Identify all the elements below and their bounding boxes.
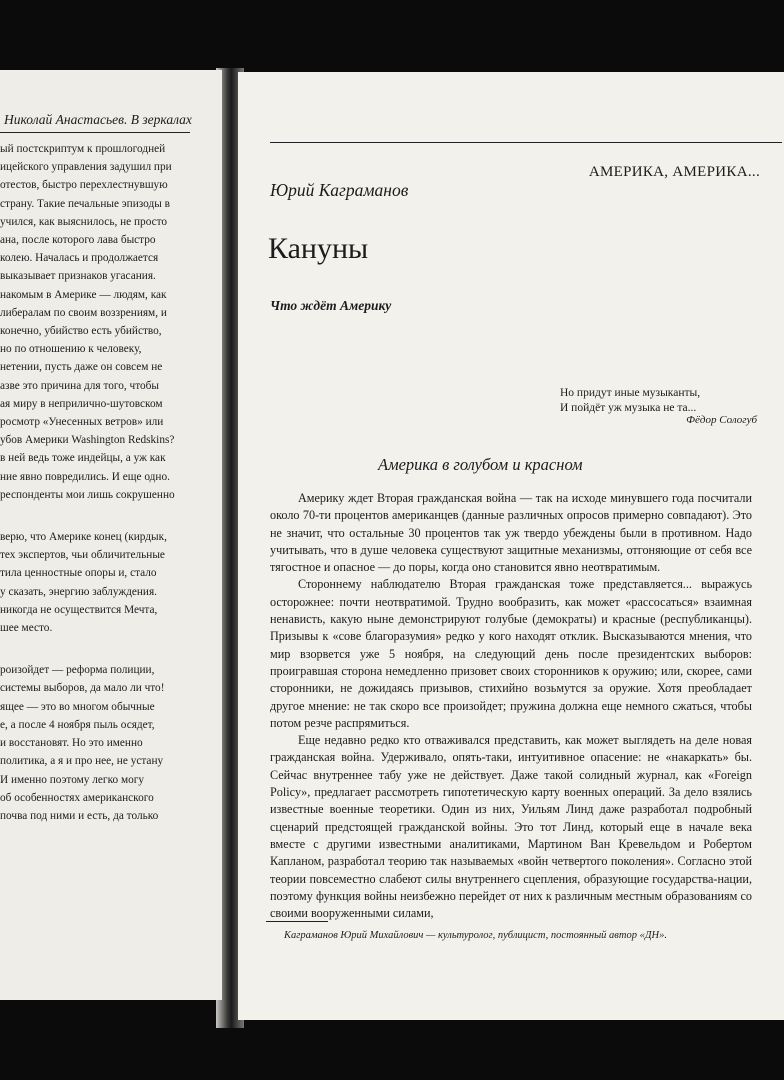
left-text-line: нетении, пусть даже он совсем не — [0, 361, 163, 374]
left-text-line: у сказать, энергию заблуждения. — [0, 585, 157, 598]
left-page-text — [0, 140, 186, 825]
left-text-line: тила ценностные опоры и, стало — [0, 567, 157, 580]
left-text-line: е, а после 4 ноября пыль осядет, — [0, 718, 155, 731]
article-title: Кануны — [268, 232, 369, 265]
right-page — [238, 72, 784, 1020]
epigraph-line: И пойдёт уж музыка не та... — [560, 402, 697, 414]
left-text-line: почва под ними и есть, да только — [0, 809, 159, 822]
left-page — [0, 70, 222, 1000]
running-header: Николай Анастасьев. В зеркалах — [4, 112, 192, 127]
epigraph-line: Но придут иные музыканты, — [560, 387, 701, 399]
left-text-line — [0, 504, 186, 528]
left-text-line: роизойдет — реформа полиции, — [0, 664, 155, 677]
left-text-line: верю, что Америке конец (кирдык, — [0, 531, 167, 544]
body-paragraph: Америку ждет Вторая гражданская война — так на исходе минувшего года посчитали около 70-ти процентов американцев (данные различных опросов примерно совпадают). Это не значит, что остальные 30 процентов так уж твердо убеждены были в противном. Надо учитывать, что в душе человека существуют защитные механизмы, отгоняющие от себя все тягостное и опасное — до поры, когда оно становится явно неотвратимым. — [270, 491, 752, 575]
left-text-line: шее место. — [0, 622, 53, 635]
left-text-line: ый постскриптум к прошлогодней — [0, 143, 166, 155]
article-author: Юрий Каграманов — [270, 180, 409, 200]
body-paragraph: Стороннему наблюдателю Вторая гражданская тоже представляется... выражусь осторожнее: почти неотвратимой. Трудно вообразить, как может «рассосаться» взаимная ненависть, какую ныне демонстрируют голубые (демократы) и красные (республиканцы). Призывы к «сове благоразумия» редко у кого находят отклик. Высказываются мнения, что мир взорвется уже 5 ноября, на следующий день после президентских выборов: проигравшая сторона немедленно призовет своих сторонников к оружию; или, скорее, сами сторонники, не дожидаясь призывов, стихийно возьмутся за оружие. Хотя преобладает другое мнение: не так скоро все произойдет; пружина должна еще немного сжаться, чтобы потом резче распрямиться. — [270, 577, 752, 730]
left-text-line: респонденты мои лишь сокрушенно — [0, 488, 175, 501]
left-text-line: страну. Такие печальные эпизоды в — [0, 197, 170, 210]
left-text-line: тех экспертов, чьи обличительные — [0, 549, 165, 562]
article-body — [270, 490, 752, 922]
left-text-line: ние явно повредились. И еще одно. — [0, 470, 170, 483]
left-text-line — [0, 637, 186, 661]
top-rule — [270, 142, 782, 143]
left-text-line: об особенностях американского — [0, 791, 154, 804]
left-text-line: учился, как выяснилось, не просто — [0, 215, 168, 228]
epigraph — [560, 386, 700, 416]
left-text-line: политика, а я и про нее, не устану — [0, 755, 164, 768]
left-text-line: конечно, убийство есть убийство, — [0, 325, 162, 338]
left-text-line: колею. Началась и продолжается — [0, 252, 159, 265]
body-paragraph: Еще недавно редко кто отваживался представить, как может выглядеть на деле новая гражданская война. Удерживало, опять-таки, интуитивное опасение: не «накаркать» бы. Сейчас внутреннее табу уже не действует. Даже такой солидный журнал, как «Foreign Policy», предлагает рассмотреть гипотетическую карту военных операций. За дело взялись известные военные теоретики. Один из них, Уильям Линд даже разработал подробный сценарий предстоящей гражданской войны. Это тот Линд, который еще в начале века вместе с другими известными аналитиками, Мартином Ван Кревельдом и Робертом Капланом, разработал теорию так называемых «войн четвертого поколения». Согласно этой теории повсеместно слабеют силы внутреннего сцепления, образующие государства-нации, поэтому функция войны неизбежно перейдет от них к различным местным образованиям со своими вооруженными силами, — [270, 733, 752, 921]
left-text-line: накомым в Америке — людям, как — [0, 288, 167, 301]
footnote-rule — [266, 921, 328, 922]
left-text-line: ящее — это во многом обычные — [0, 700, 155, 713]
left-text-line: азве это причина для того, чтобы — [0, 379, 159, 392]
left-text-line: И именно поэтому легко могу — [0, 773, 145, 786]
left-text-line: либералам по своим воззрениям, и — [0, 306, 167, 319]
left-text-line: убов Америки Washington Redskins? — [0, 434, 175, 447]
left-text-line: выказывает признаков угасания. — [0, 270, 156, 283]
section-title: АМЕРИКА, АМЕРИКА... — [588, 164, 760, 180]
left-text-line: ицейского управления задушил при — [0, 161, 172, 174]
left-text-line: ана, после которого лава быстро — [0, 234, 156, 247]
left-text-line: системы выборов, да мало ли что! — [0, 682, 165, 695]
header-rule — [0, 132, 190, 133]
left-text-line: и восстановят. Но это именно — [0, 737, 143, 750]
left-text-line: в ней ведь тоже индейцы, а уж как — [0, 452, 166, 465]
epigraph-author: Фёдор Сологуб — [686, 414, 757, 426]
section-heading: Америка в голубом и красном — [378, 455, 583, 474]
left-text-line: ая миру в неприлично-шутовском — [0, 397, 163, 410]
left-text-line: но по отношению к человеку, — [0, 343, 142, 356]
left-text-line: росмотр «Унесенных ветров» или — [0, 416, 164, 429]
left-text-line: никогда не осуществится Мечта, — [0, 603, 158, 616]
article-subtitle: Что ждёт Америку — [270, 298, 392, 313]
footnote: Каграманов Юрий Михайлович — культуролог, публицист, постоянный автор «ДН». — [284, 930, 667, 941]
left-text-line: отестов, быстро перехлестнувшую — [0, 179, 168, 192]
